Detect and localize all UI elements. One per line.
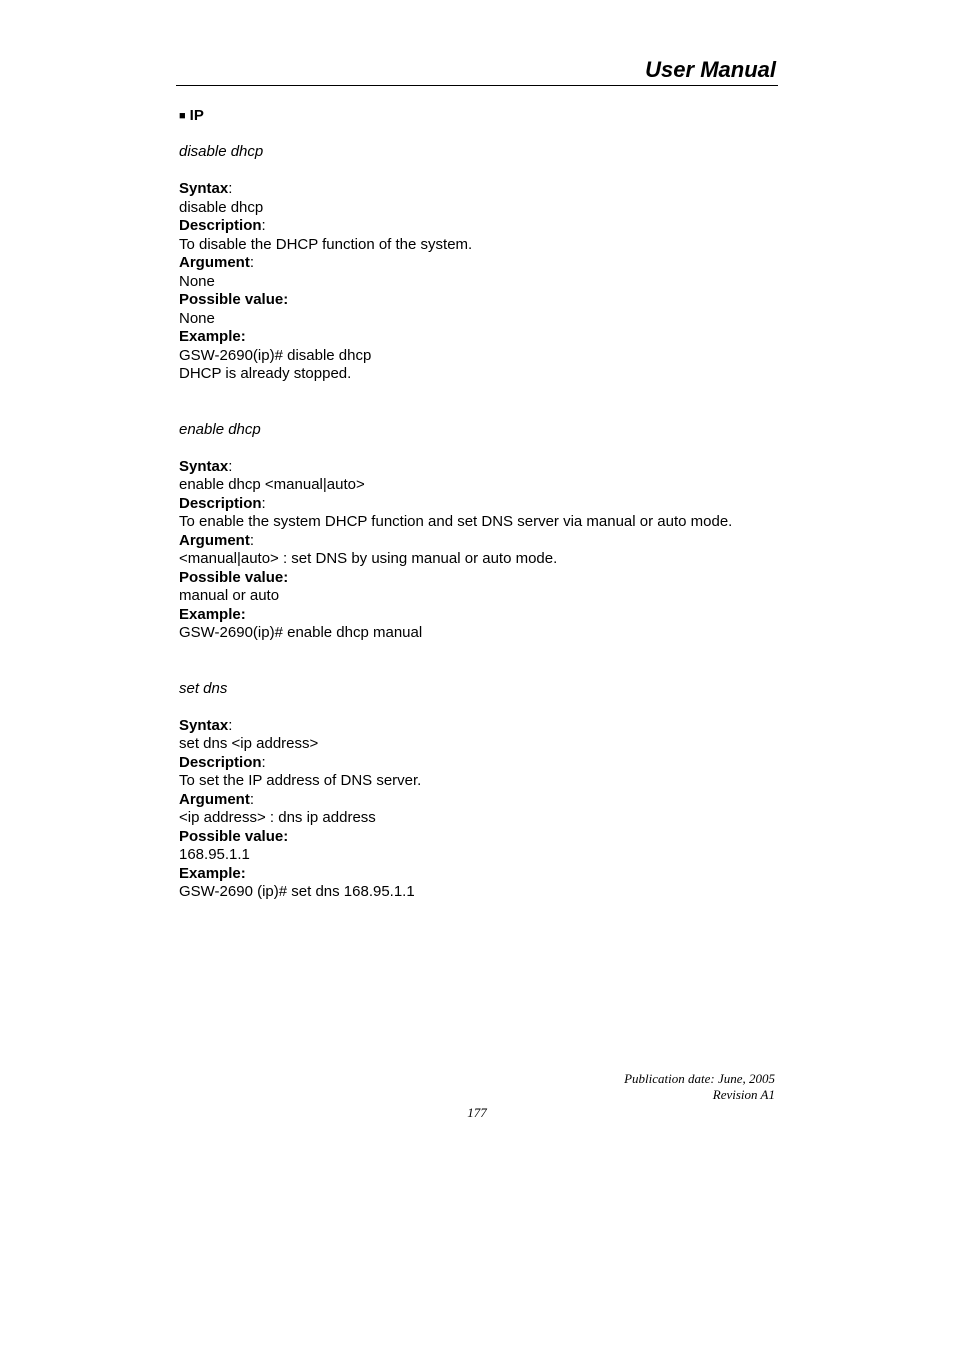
command-enable-dhcp — [179, 421, 779, 643]
syntax-value: disable dhcp — [179, 198, 264, 216]
possible-value-label: Possible value: — [179, 827, 289, 845]
description-label: Description — [179, 753, 262, 771]
square-bullet-icon: ■ — [179, 110, 186, 122]
possible-value: 168.95.1.1 — [179, 846, 250, 863]
description-heading: Description: — [179, 217, 266, 234]
section-heading — [179, 106, 779, 125]
example-line: GSW-2690(ip)# enable dhcp manual — [179, 624, 423, 641]
command-name: disable dhcp — [179, 143, 264, 160]
command-set-dns — [179, 680, 779, 902]
command-name: enable dhcp — [179, 420, 261, 438]
description-value: To disable the DHCP function of the system. — [179, 235, 473, 253]
possible-value: None — [179, 309, 215, 327]
description-label: Description — [179, 494, 262, 512]
syntax-heading: Syntax: — [179, 457, 233, 475]
example-line: DHCP is already stopped. — [179, 365, 352, 382]
argument-heading: Argument: — [179, 790, 255, 808]
possible-value-label: Possible value: — [179, 291, 289, 308]
possible-value-label: Possible value: — [179, 568, 289, 586]
syntax-label: Syntax — [179, 180, 229, 197]
argument-heading: Argument: — [179, 254, 255, 271]
publication-date: Publication date: June, 2005 — [624, 1071, 775, 1086]
syntax-value: enable dhcp <manual|auto> — [179, 476, 365, 493]
example-label: Example: — [179, 328, 246, 345]
argument-value: None — [179, 272, 215, 290]
description-value: To enable the system DHCP function and set DNS server via manual or auto mode. — [179, 513, 733, 530]
syntax-label: Syntax — [179, 716, 229, 734]
argument-label: Argument — [179, 254, 250, 271]
example-line: GSW-2690(ip)# disable dhcp — [179, 346, 372, 364]
argument-value: <manual|auto> : set DNS by using manual or auto mode. — [179, 550, 558, 567]
argument-value: <ip address> : dns ip address — [179, 809, 376, 826]
publication-info — [624, 1071, 775, 1103]
description-heading: Description: — [179, 494, 266, 512]
example-label: Example: — [179, 605, 246, 623]
description-label: Description — [179, 217, 262, 234]
argument-label: Argument — [179, 790, 250, 808]
section-title: IP — [189, 107, 204, 124]
syntax-label: Syntax — [179, 457, 229, 475]
argument-label: Argument — [179, 531, 250, 549]
revision: Revision A1 — [712, 1087, 775, 1102]
command-name: set dns — [179, 679, 228, 697]
page-content — [179, 106, 779, 902]
syntax-heading: Syntax: — [179, 180, 233, 197]
description-heading: Description: — [179, 753, 266, 771]
example-label: Example: — [179, 864, 246, 882]
example-line: GSW-2690 (ip)# set dns 168.95.1.1 — [179, 883, 415, 900]
possible-value: manual or auto — [179, 587, 280, 604]
syntax-heading: Syntax: — [179, 716, 233, 734]
description-value: To set the IP address of DNS server. — [179, 772, 422, 789]
argument-heading: Argument: — [179, 531, 255, 549]
command-disable-dhcp — [179, 143, 779, 384]
page-number: 177 — [467, 1105, 487, 1120]
page-header-title: User Manual — [645, 57, 776, 82]
header-divider — [176, 85, 778, 86]
syntax-value: set dns <ip address> — [179, 735, 319, 752]
